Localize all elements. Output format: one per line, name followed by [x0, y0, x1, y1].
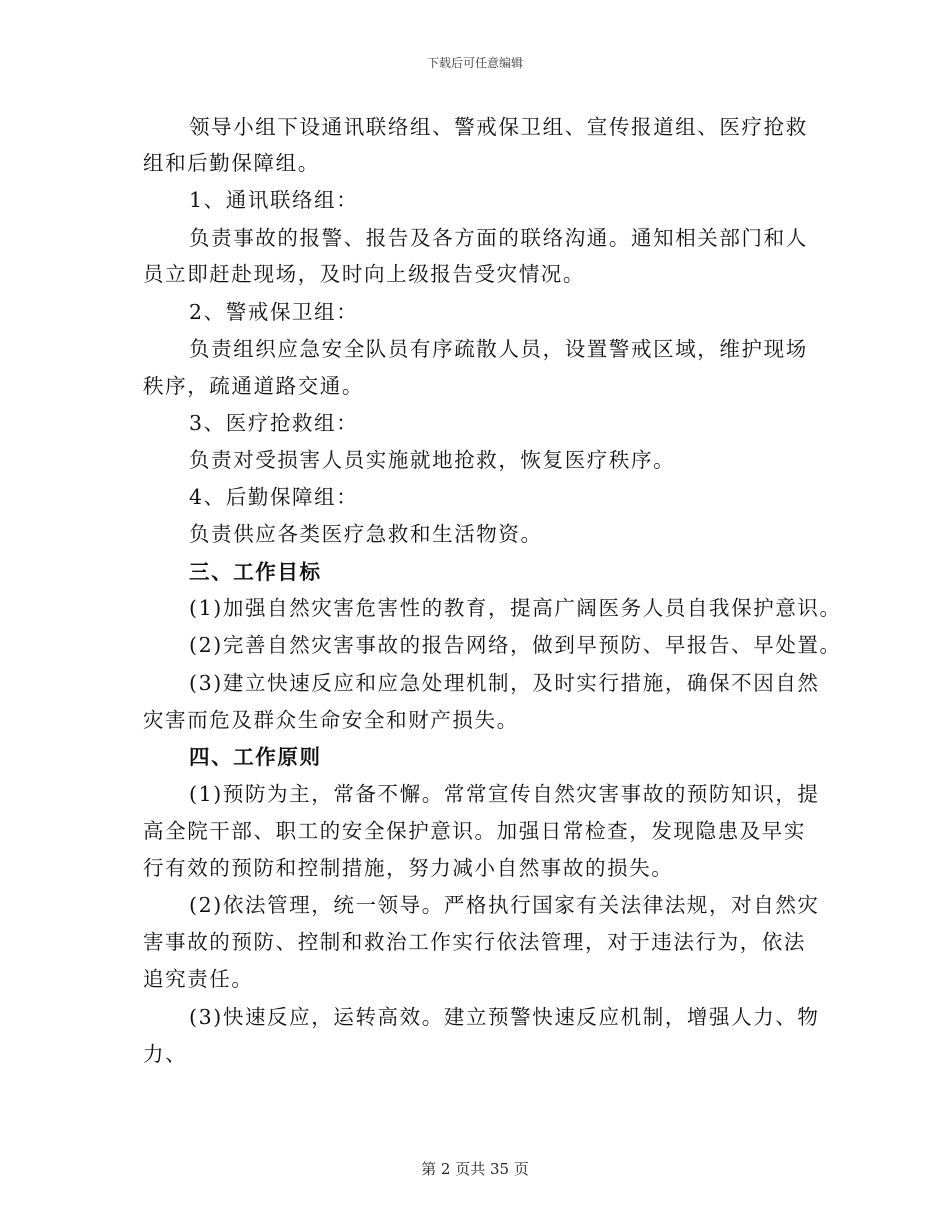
paragraph-line: 负责组织应急安全队员有序疏散人员，设置警戒区域，维护现场: [189, 337, 808, 361]
page-header: 下载后可任意编辑: [426, 56, 523, 70]
paragraph-line: 秩序，疏通道路交通。: [143, 374, 364, 398]
paragraph-line: 灾害而危及群众生命安全和财产损失。: [143, 708, 519, 732]
page-number: 第 2 页共 35 页: [421, 1160, 529, 1178]
paragraph-line: 高全院干部、职工的安全保护意识。加强日常检查，发现隐患及早实: [143, 819, 806, 843]
section-heading: 三、工作目标: [189, 560, 322, 584]
paragraph-line: 负责对受损害人员实施就地抢救，恢复医疗秩序。: [189, 448, 676, 472]
paragraph-line: (2)依法管理，统一领导。严格执行国家有关法律法规，对自然灾: [189, 893, 820, 917]
paragraph-line: (3)快速反应，运转高效。建立预警快速反应机制，增强人力、物: [189, 1005, 820, 1029]
paragraph-line: 组和后勤保障组。: [143, 151, 320, 175]
paragraph-line: 负责供应各类医疗急救和生活物资。: [189, 522, 543, 546]
paragraph-line: 追究责任。: [143, 967, 254, 991]
list-heading: 2、警戒保卫组：: [189, 300, 359, 324]
paragraph-line: 力、: [143, 1042, 188, 1066]
paragraph-line: (1)预防为主，常备不懈。常常宣传自然灾害事故的预防知识，提: [189, 782, 820, 806]
paragraph-line: 员立即赶赴现场，及时向上级报告受灾情况。: [143, 262, 585, 286]
list-heading: 4、后勤保障组：: [189, 485, 359, 509]
paragraph-line: 领导小组下设通讯联络组、警戒保卫组、宣传报道组、医疗抢救: [189, 115, 808, 139]
paragraph-line: (2)完善自然灾害事故的报告网络，做到早预防、早报告、早处置。: [189, 633, 842, 657]
paragraph-line: 害事故的预防、控制和救治工作实行依法管理，对于违法行为，依法: [143, 930, 806, 954]
section-heading: 四、工作原则: [189, 745, 322, 769]
paragraph-line: 负责事故的报警、报告及各方面的联络沟通。通知相关部门和人: [189, 226, 808, 250]
paragraph-line: (3)建立快速反应和应急处理机制，及时实行措施，确保不因自然: [189, 671, 820, 695]
paragraph-line: 行有效的预防和控制措施，努力减小自然事故的损失。: [143, 856, 674, 880]
paragraph-line: (1)加强自然灾害危害性的教育，提高广阔医务人员自我保护意识。: [189, 596, 842, 620]
list-heading: 3、医疗抢救组：: [189, 411, 359, 435]
list-heading: 1、通讯联络组：: [189, 188, 359, 212]
